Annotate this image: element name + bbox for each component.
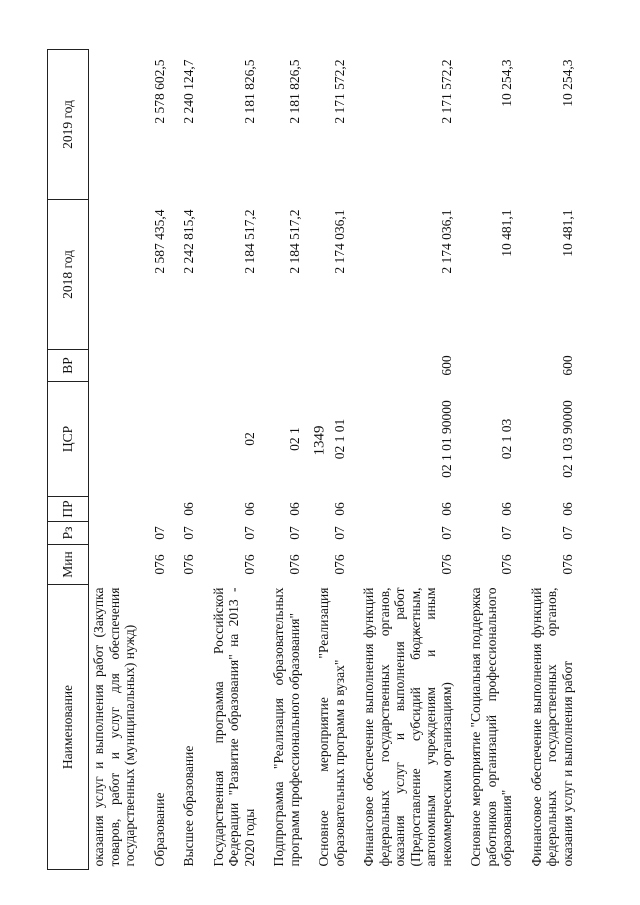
cell-rz <box>89 522 138 545</box>
cell-pr: 06 <box>499 502 514 516</box>
header-vr: ВР <box>48 350 89 382</box>
cell-y2018: 10 481,1 <box>559 209 575 257</box>
row-spacer <box>454 50 468 870</box>
cell-name: Основное мероприятие "Реализация образовательных программ в вузах" <box>316 587 347 867</box>
cell-name: Подпрограмма "Реализация образовательных программ профессионального образования" <box>271 587 302 867</box>
cell-y2019: 10 254,3 <box>499 59 514 107</box>
cell-y2019: 2 181 826,5 <box>286 59 302 124</box>
cell-y2018: 2 174 036,1 <box>331 209 347 274</box>
spacer-cell <box>347 50 361 870</box>
row-spacer <box>515 50 529 870</box>
cell-y2019: 2 578 602,5 <box>151 59 167 124</box>
page-number: 1349 <box>311 425 328 456</box>
table-row <box>89 50 138 870</box>
cell-y2018: 2 174 036,1 <box>438 209 454 274</box>
cell-vr <box>89 350 138 382</box>
cell-y2019: 2 171 572,2 <box>438 59 454 124</box>
cell-name: Финансовое обеспечение выполнения функций федеральных государственных органов, оказания услуг и выполнения работ (Предоставление субсидий бюджетным, автономным учреждениям и иным некоммерческим организациям) <box>361 587 454 867</box>
cell-name: Образование <box>151 792 167 867</box>
cell-y2019: 2 240 124,7 <box>181 59 196 124</box>
table-row <box>181 50 197 870</box>
spacer-cell <box>515 50 529 870</box>
row-spacer <box>257 50 271 870</box>
cell-rz: 07 <box>499 526 514 540</box>
row-spacer <box>197 50 211 870</box>
cell-vr <box>316 350 347 382</box>
header-pr: ПР <box>48 497 89 522</box>
cell-vr <box>211 350 258 382</box>
row-spacer <box>302 50 316 870</box>
cell-csr: 02 1 03 <box>499 418 514 460</box>
cell-rz: 07 <box>331 526 347 540</box>
cell-rz: 07 <box>286 526 302 540</box>
cell-pr: 06 <box>181 502 196 516</box>
cell-y2018: 10 481,1 <box>499 209 514 257</box>
cell-min: 076 <box>181 554 196 575</box>
table-row <box>211 50 258 870</box>
row-spacer <box>138 50 152 870</box>
cell-pr: 06 <box>438 502 454 516</box>
cell-vr <box>271 350 302 382</box>
table-row <box>316 50 347 870</box>
spacer-cell <box>167 50 181 870</box>
header-row <box>48 50 89 870</box>
spacer-cell <box>197 50 211 870</box>
cell-min: 076 <box>331 554 347 575</box>
cell-min: 076 <box>559 554 575 575</box>
header-2018: 2018 год <box>48 200 89 350</box>
cell-csr: 02 1 01 <box>331 418 347 460</box>
cell-csr: 02 1 01 90000 <box>438 400 454 478</box>
cell-min: 076 <box>241 554 257 575</box>
table-row <box>271 50 302 870</box>
row-spacer <box>167 50 181 870</box>
cell-name: Основное мероприятие "Социальная поддержка работников организаций профессионального образования" <box>468 587 514 867</box>
cell-y2019: 10 254,3 <box>559 59 575 107</box>
cell-rz: 07 <box>241 526 257 540</box>
cell-name: Государственная программа Российской Федерации "Развитие образования" на 2013 - 2020 годы <box>210 587 257 867</box>
cell-y2018: 2 587 435,4 <box>151 209 167 274</box>
cell-y2018: 2 184 517,2 <box>286 209 302 274</box>
cell-vr: 600 <box>438 355 454 376</box>
spacer-cell <box>138 50 152 870</box>
rotated-page <box>47 50 600 870</box>
header-2019: 2019 год <box>48 50 89 200</box>
cell-min <box>89 545 138 585</box>
cell-y2018: 2 184 517,2 <box>241 209 257 274</box>
spacer-cell <box>257 50 271 870</box>
cell-rz: 07 <box>151 526 167 540</box>
cell-csr: 02 1 <box>286 427 302 451</box>
cell-name: Высшее образование <box>181 745 196 867</box>
cell-min: 076 <box>286 554 302 575</box>
table-row <box>152 50 168 870</box>
cell-pr <box>89 497 138 522</box>
cell-rz: 07 <box>438 526 454 540</box>
cell-y2019: 2 181 826,5 <box>241 59 257 124</box>
cell-csr <box>181 382 197 497</box>
header-rz: Рз <box>48 522 89 545</box>
cell-vr <box>181 350 197 382</box>
budget-table <box>47 49 575 870</box>
spacer-cell <box>302 50 316 870</box>
table-body <box>89 50 576 870</box>
header-min: Мин <box>48 545 89 585</box>
cell-min: 076 <box>499 554 514 575</box>
cell-pr: 06 <box>331 502 347 516</box>
cell-name: оказания услуг и выполнения работ (Закупка товаров, работ и услуг для обеспечения государственных (муниципальных) нужд) <box>91 587 137 867</box>
cell-csr <box>152 382 168 497</box>
cell-pr <box>152 497 168 522</box>
cell-vr <box>468 350 515 382</box>
cell-pr: 06 <box>559 502 575 516</box>
cell-min: 076 <box>151 554 167 575</box>
cell-y2018: 2 242 815,4 <box>181 209 196 274</box>
cell-rz: 07 <box>181 526 196 540</box>
table-row <box>468 50 515 870</box>
cell-y2019: 2 171 572,2 <box>331 59 347 124</box>
spacer-cell <box>454 50 468 870</box>
table-row <box>361 50 454 870</box>
cell-pr: 06 <box>286 502 302 516</box>
cell-y2019 <box>89 50 138 200</box>
header-name: Наименование <box>48 585 89 870</box>
cell-pr: 06 <box>241 502 257 516</box>
header-csr: ЦСР <box>48 382 89 497</box>
cell-vr <box>152 350 168 382</box>
cell-min: 076 <box>438 554 454 575</box>
cell-csr: 02 1 03 90000 <box>559 400 575 478</box>
cell-y2018 <box>89 200 138 350</box>
cell-csr: 02 <box>241 432 257 446</box>
cell-rz: 07 <box>559 526 575 540</box>
row-spacer <box>347 50 361 870</box>
cell-csr <box>89 382 138 497</box>
cell-name: Финансовое обеспечение выполнения функций федеральных государственных органов, оказания услуг и выполнения работ <box>528 587 575 867</box>
table-row <box>529 50 576 870</box>
cell-vr: 600 <box>559 355 575 376</box>
